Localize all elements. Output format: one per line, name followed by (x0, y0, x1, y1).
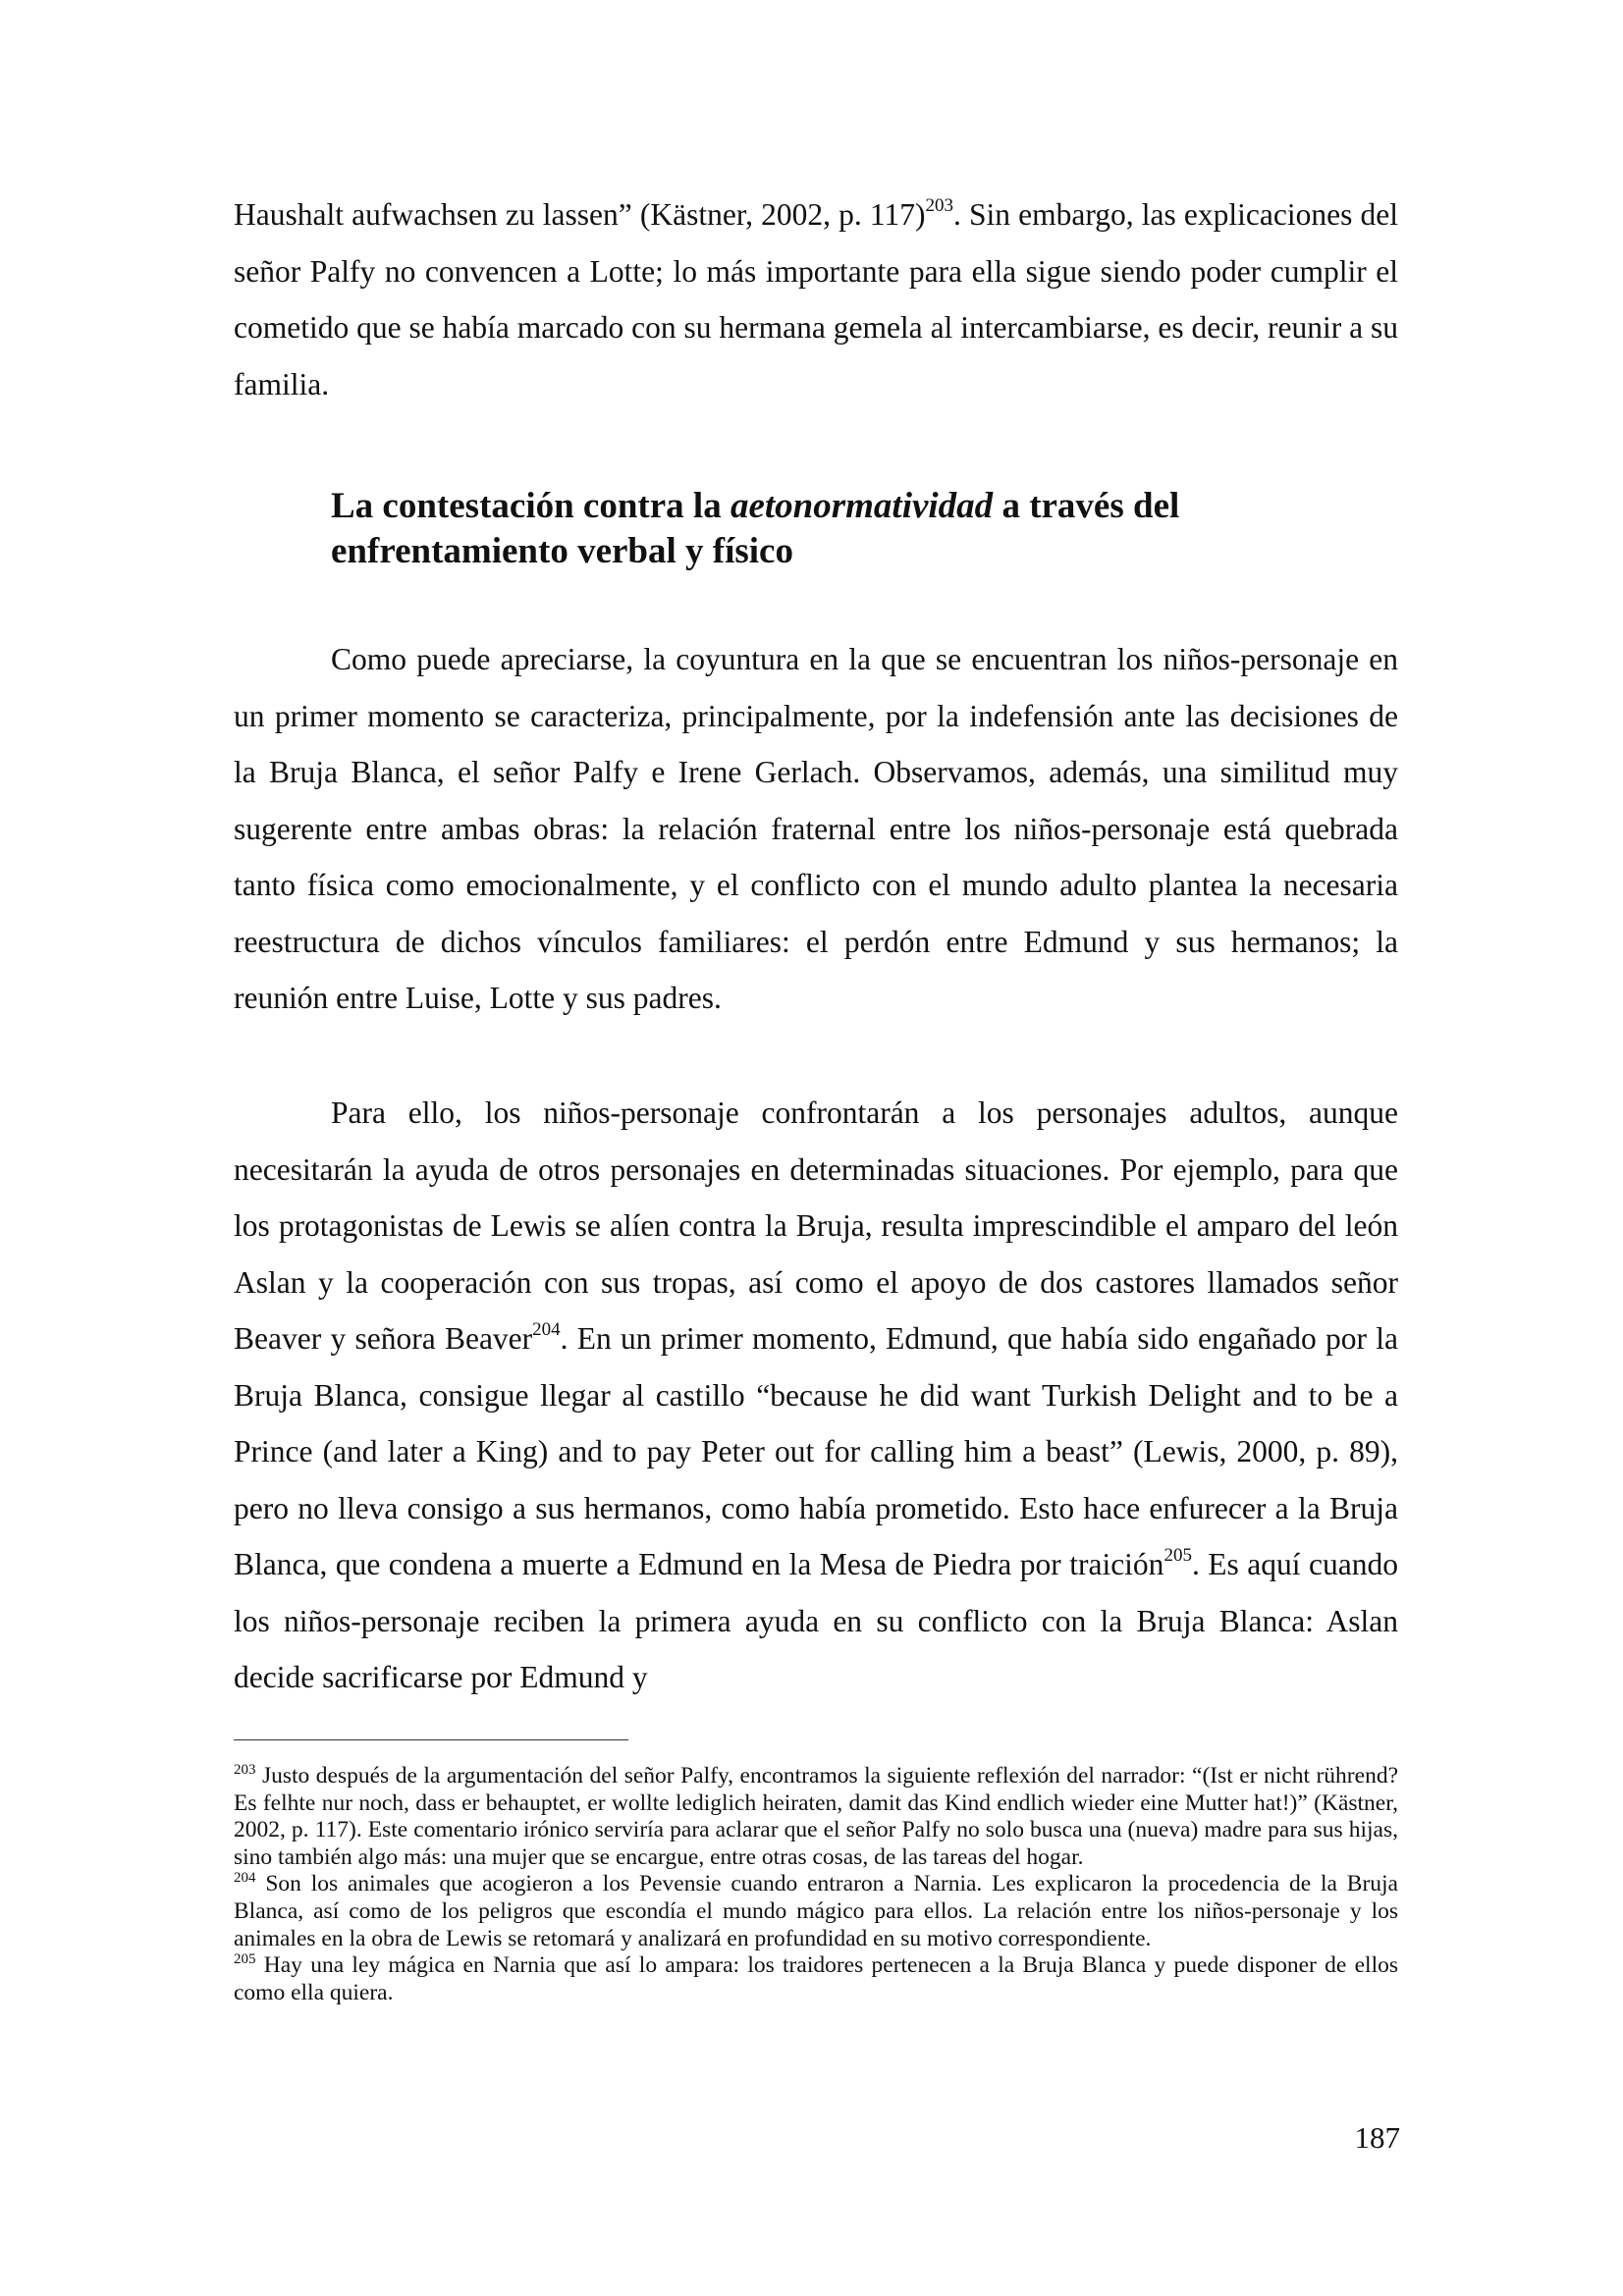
footnote-number: 203 (234, 1762, 256, 1778)
footnote-number: 204 (234, 1870, 256, 1887)
paragraph-indefension: Como puede apreciarse, la coyuntura en la que se encuentran los niños-personaje en un primer momento se caracteriza, principalmente, por la indefensión ante las decisiones de la Bruja Blanca, el señor Palfy e Irene Gerlach. Observamos, además, una similitud muy sugerente entre ambas obras: la relación fraternal entre los niños-personaje está quebrada tanto física como emocionalmente, y el conflicto con el mundo adulto plantea la necesaria reestructura de dichos vínculos familiares: el perdón entre Edmund y sus hermanos; la reunión entre Luise, Lotte y sus padres. (234, 642, 1398, 1015)
footnote-205 (234, 1952, 1398, 2006)
heading-text: a través del enfrentamiento verbal y físico (331, 486, 1180, 571)
footnote-number: 205 (234, 1951, 256, 1968)
footnote-text: Son los animales que acogieron a los Pevensie cuando entraron a Narnia. Les explicaron la procedencia de la Bruja Blanca, así como de los peligros que escondía el mundo mágico para ellos. La relación entre los niños-personaje y los animales en la obra de Lewis se retomará y analizará en profundidad en su motivo correspondiente. (234, 1871, 1398, 1951)
footnote-reference-204[interactable]: 204 (532, 1319, 561, 1340)
paragraph-text: . Sin embargo, las explicaciones del señor Palfy no convencen a Lotte; lo más importante para ella sigue siendo poder cumplir el cometido que se había marcado con su hermana gemela al intercambiarse, es decir, reunir a su familia. (234, 197, 1398, 401)
footnote-separator (234, 1739, 628, 1740)
footnote-text: Hay una ley mágica en Narnia que así lo ampara: los traidores pertenecen a la Bruja Blanca y puede disponer de ellos como ella quiera. (234, 1952, 1398, 2005)
page-number: 187 (1354, 2120, 1400, 2155)
paragraph-text: Para ello, los niños-personaje confrontarán a los personajes adultos, aunque necesitarán la ayuda de otros personajes en determinadas situaciones. Por ejemplo, para que los protagonistas de Lewis se alíen contra la Bruja, resulta imprescindible el amparo del león Aslan y la cooperación con sus tropas, así como el apoyo de dos castores llamados señor Beaver y señora Beaver (234, 1095, 1398, 1356)
footnote-text: Justo después de la argumentación del señor Palfy, encontramos la siguiente reflexión del narrador: “(Ist er nicht rührend? Es felhte nur noch, dass er behauptet, er wollte lediglich heiraten, damit das Kind endlich wieder eine Mutter hat!)” (Kästner, 2002, p. 117). Este comentario irónico serviría para aclarar que el señor Palfy no solo busca una (nueva) madre para sus hijas, sino también algo más: una mujer que se encargue, entre otras cosas, de las tareas del hogar. (234, 1763, 1398, 1870)
footnote-204 (234, 1871, 1398, 1952)
footnote-reference-205[interactable]: 205 (1163, 1545, 1192, 1566)
footnote-reference-203[interactable]: 203 (925, 195, 953, 216)
paragraph-continuation (234, 187, 1398, 412)
footnotes (234, 1763, 1398, 2006)
paragraph-text: Haushalt aufwachsen zu lassen” (Kästner, 2002, p. 117) (234, 197, 926, 232)
section-heading (331, 484, 1293, 574)
heading-text: La contestación contra la (331, 486, 730, 526)
footnote-203 (234, 1763, 1398, 1871)
paragraph-confrontacion (234, 1085, 1398, 1706)
heading-italic-term: aetonormatividad (730, 486, 994, 526)
paragraph-text: . En un primer momento, Edmund, que había sido engañado por la Bruja Blanca, consigue llegar al castillo “because he did want Turkish Delight and to be a Prince (and later a King) and to pay Peter out for calling him a beast” (Lewis, 2000, p. 89), pero no lleva consigo a sus hermanos, como había prometido. Esto hace enfurecer a la Bruja Blanca, que condena a muerte a Edmund en la Mesa de Piedra por traición (234, 1321, 1398, 1581)
paragraph-text: . Es aquí cuando los niños-personaje reciben la primera ayuda en su conflicto con la Bruja Blanca: Aslan decide sacrificarse por Edmund y (234, 1547, 1398, 1694)
